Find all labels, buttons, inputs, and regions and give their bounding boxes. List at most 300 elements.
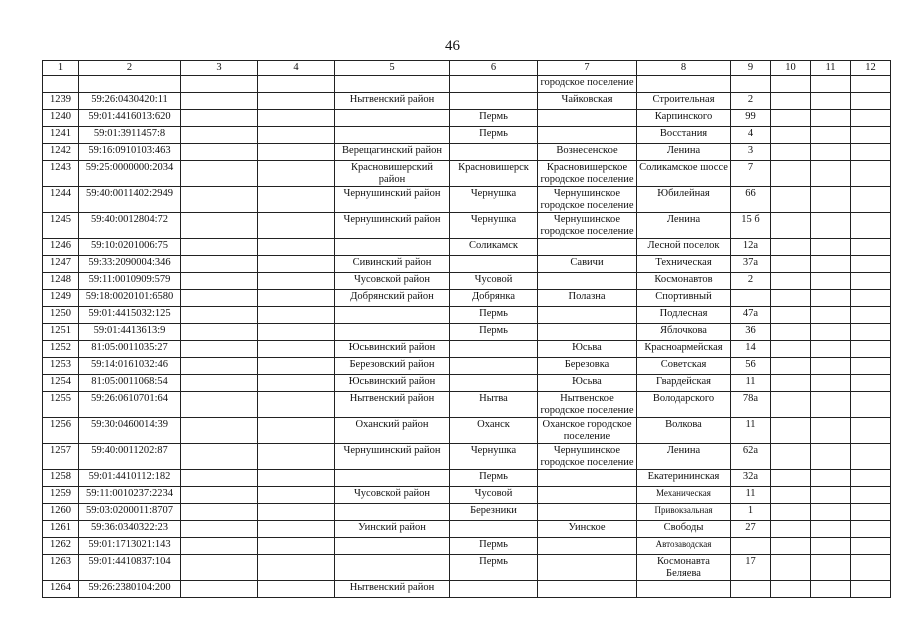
house-number-cell: 15 б [731, 213, 771, 239]
col-4-cell [258, 538, 335, 555]
cadastral-number: 59:26:0610701:64 [79, 392, 181, 418]
city-cell [450, 93, 538, 110]
col-12-cell [851, 324, 891, 341]
district-cell [335, 555, 450, 581]
table-row [43, 187, 891, 213]
col-10-cell [771, 307, 811, 324]
city-cell [450, 581, 538, 598]
house-number-cell: 56 [731, 358, 771, 375]
city-cell: Красновишерск [450, 161, 538, 187]
street-cell: Привокзальная [637, 504, 731, 521]
settlement-cell [538, 307, 637, 324]
city-cell: Чернушка [450, 213, 538, 239]
city-cell [450, 76, 538, 93]
col-3-cell [181, 504, 258, 521]
city-cell: Чусовой [450, 273, 538, 290]
cadastral-number: 59:01:4415032:125 [79, 307, 181, 324]
col-12-cell [851, 93, 891, 110]
col-12-cell [851, 256, 891, 273]
city-cell [450, 375, 538, 392]
col-12-cell [851, 187, 891, 213]
col-10-cell [771, 213, 811, 239]
page-number: 46 [445, 38, 460, 54]
col-12-cell [851, 144, 891, 161]
col-10-cell [771, 341, 811, 358]
col-10-cell [771, 127, 811, 144]
row-number: 1262 [43, 538, 79, 555]
street-cell: Володарского [637, 392, 731, 418]
district-cell [335, 538, 450, 555]
col-3-cell [181, 358, 258, 375]
col-3-cell [181, 521, 258, 538]
col-12-cell [851, 521, 891, 538]
street-cell: Восстания [637, 127, 731, 144]
settlement-cell [538, 239, 637, 256]
col-11-cell [811, 341, 851, 358]
city-cell [450, 341, 538, 358]
street-cell: Техническая [637, 256, 731, 273]
col-10-cell [771, 504, 811, 521]
settlement-cell [538, 504, 637, 521]
city-cell: Пермь [450, 110, 538, 127]
table-row [43, 110, 891, 127]
street-cell [637, 581, 731, 598]
cadastral-number: 59:16:0910103:463 [79, 144, 181, 161]
col-4-cell [258, 555, 335, 581]
col-header-9: 9 [731, 61, 771, 76]
cadastral-number: 59:11:0010909:579 [79, 273, 181, 290]
district-cell [335, 239, 450, 256]
col-4-cell [258, 444, 335, 470]
col-4-cell [258, 307, 335, 324]
col-4-cell [258, 418, 335, 444]
table-row [43, 470, 891, 487]
table-row [43, 161, 891, 187]
table-row [43, 76, 891, 93]
cadastral-number: 59:01:4410112:182 [79, 470, 181, 487]
district-cell: Красновишерский район [335, 161, 450, 187]
district-cell [335, 307, 450, 324]
city-cell: Соликамск [450, 239, 538, 256]
settlement-cell: Уинское [538, 521, 637, 538]
table-body [43, 76, 891, 598]
col-12-cell [851, 127, 891, 144]
col-3-cell [181, 307, 258, 324]
settlement-cell: Нытвенское городское поселение [538, 392, 637, 418]
table-row [43, 538, 891, 555]
district-cell [335, 127, 450, 144]
col-4-cell [258, 375, 335, 392]
col-3-cell [181, 127, 258, 144]
row-number: 1248 [43, 273, 79, 290]
city-cell [450, 256, 538, 273]
col-header-12: 12 [851, 61, 891, 76]
house-number-cell: 1 [731, 504, 771, 521]
street-cell: Автозаводская [637, 538, 731, 555]
col-10-cell [771, 93, 811, 110]
col-4-cell [258, 324, 335, 341]
city-cell: Нытва [450, 392, 538, 418]
col-3-cell [181, 555, 258, 581]
street-cell: Космонавта Беляева [637, 555, 731, 581]
settlement-cell: Юсьва [538, 341, 637, 358]
table-row [43, 375, 891, 392]
col-3-cell [181, 213, 258, 239]
house-number-cell: 12а [731, 239, 771, 256]
col-3-cell [181, 581, 258, 598]
col-header-4: 4 [258, 61, 335, 76]
col-12-cell [851, 375, 891, 392]
house-number-cell: 4 [731, 127, 771, 144]
col-10-cell [771, 76, 811, 93]
district-cell: Чернушинский район [335, 213, 450, 239]
col-10-cell [771, 144, 811, 161]
table-row [43, 239, 891, 256]
settlement-cell [538, 581, 637, 598]
col-10-cell [771, 470, 811, 487]
table-row [43, 93, 891, 110]
city-cell [450, 358, 538, 375]
settlement-cell [538, 273, 637, 290]
col-11-cell [811, 307, 851, 324]
col-12-cell [851, 444, 891, 470]
col-10-cell [771, 375, 811, 392]
settlement-cell [538, 538, 637, 555]
settlement-cell: Красновишерское городское поселение [538, 161, 637, 187]
district-cell: Юсьвинский район [335, 341, 450, 358]
house-number-cell: 47а [731, 307, 771, 324]
cadastral-number: 59:36:0340322:23 [79, 521, 181, 538]
row-number: 1240 [43, 110, 79, 127]
house-number-cell: 78а [731, 392, 771, 418]
col-3-cell [181, 392, 258, 418]
settlement-cell: Оханское городское поселение [538, 418, 637, 444]
settlement-cell: Юсьва [538, 375, 637, 392]
col-3-cell [181, 256, 258, 273]
col-3-cell [181, 470, 258, 487]
col-12-cell [851, 487, 891, 504]
row-number: 1244 [43, 187, 79, 213]
cadastral-number: 59:40:0012804:72 [79, 213, 181, 239]
col-3-cell [181, 110, 258, 127]
street-cell: Екатерининская [637, 470, 731, 487]
cadastral-number: 59:11:0010237:2234 [79, 487, 181, 504]
street-cell: Механическая [637, 487, 731, 504]
district-cell [335, 470, 450, 487]
row-number: 1242 [43, 144, 79, 161]
col-12-cell [851, 161, 891, 187]
col-4-cell [258, 239, 335, 256]
col-4-cell [258, 273, 335, 290]
row-number [43, 76, 79, 93]
city-cell [450, 144, 538, 161]
cadastral-number: 59:26:0430420:11 [79, 93, 181, 110]
district-cell [335, 110, 450, 127]
street-cell: Космонавтов [637, 273, 731, 290]
col-4-cell [258, 341, 335, 358]
col-11-cell [811, 392, 851, 418]
col-11-cell [811, 444, 851, 470]
table-row [43, 444, 891, 470]
col-header-6: 6 [450, 61, 538, 76]
street-cell [637, 76, 731, 93]
col-10-cell [771, 358, 811, 375]
street-cell: Подлесная [637, 307, 731, 324]
district-cell: Чернушинский район [335, 444, 450, 470]
col-header-11: 11 [811, 61, 851, 76]
col-12-cell [851, 307, 891, 324]
street-cell: Ленина [637, 213, 731, 239]
house-number-cell: 17 [731, 555, 771, 581]
house-number-cell: 32а [731, 470, 771, 487]
col-4-cell [258, 110, 335, 127]
col-3-cell [181, 239, 258, 256]
district-cell: Нытвенский район [335, 392, 450, 418]
house-number-cell: 37а [731, 256, 771, 273]
col-3-cell [181, 144, 258, 161]
settlement-cell: городское поселение [538, 76, 637, 93]
col-3-cell [181, 487, 258, 504]
row-number: 1247 [43, 256, 79, 273]
row-number: 1252 [43, 341, 79, 358]
house-number-cell: 2 [731, 273, 771, 290]
house-number-cell [731, 290, 771, 307]
col-3-cell [181, 418, 258, 444]
district-cell: Добрянский район [335, 290, 450, 307]
house-number-cell: 14 [731, 341, 771, 358]
street-cell: Соликамское шоссе [637, 161, 731, 187]
col-11-cell [811, 555, 851, 581]
settlement-cell: Чернушинское городское поселение [538, 444, 637, 470]
settlement-cell: Савичи [538, 256, 637, 273]
col-11-cell [811, 144, 851, 161]
row-number: 1246 [43, 239, 79, 256]
district-cell [335, 504, 450, 521]
col-12-cell [851, 341, 891, 358]
table-row [43, 392, 891, 418]
district-cell: Березовский район [335, 358, 450, 375]
col-4-cell [258, 358, 335, 375]
col-3-cell [181, 341, 258, 358]
district-cell: Сивинский район [335, 256, 450, 273]
col-10-cell [771, 110, 811, 127]
city-cell: Чернушка [450, 187, 538, 213]
row-number: 1249 [43, 290, 79, 307]
col-11-cell [811, 76, 851, 93]
cadastral-number: 59:26:2380104:200 [79, 581, 181, 598]
cadastral-number [79, 76, 181, 93]
col-10-cell [771, 187, 811, 213]
col-11-cell [811, 504, 851, 521]
table-row [43, 307, 891, 324]
table-row [43, 487, 891, 504]
row-number: 1239 [43, 93, 79, 110]
col-11-cell [811, 161, 851, 187]
col-10-cell [771, 324, 811, 341]
street-cell: Гвардейская [637, 375, 731, 392]
house-number-cell: 2 [731, 93, 771, 110]
house-number-cell: 66 [731, 187, 771, 213]
settlement-cell [538, 555, 637, 581]
col-11-cell [811, 358, 851, 375]
col-3-cell [181, 290, 258, 307]
city-cell: Пермь [450, 127, 538, 144]
table-row [43, 418, 891, 444]
settlement-cell [538, 110, 637, 127]
table-row [43, 290, 891, 307]
row-number: 1253 [43, 358, 79, 375]
city-cell: Пермь [450, 555, 538, 581]
col-10-cell [771, 392, 811, 418]
row-number: 1254 [43, 375, 79, 392]
col-3-cell [181, 444, 258, 470]
col-header-10: 10 [771, 61, 811, 76]
col-3-cell [181, 273, 258, 290]
row-number: 1243 [43, 161, 79, 187]
house-number-cell: 62а [731, 444, 771, 470]
row-number: 1251 [43, 324, 79, 341]
house-number-cell: 11 [731, 375, 771, 392]
col-header-8: 8 [637, 61, 731, 76]
row-number: 1260 [43, 504, 79, 521]
street-cell: Юбилейная [637, 187, 731, 213]
col-12-cell [851, 392, 891, 418]
header-row [43, 61, 891, 76]
city-cell: Пермь [450, 470, 538, 487]
col-12-cell [851, 213, 891, 239]
col-4-cell [258, 256, 335, 273]
table-row [43, 273, 891, 290]
col-4-cell [258, 521, 335, 538]
col-10-cell [771, 273, 811, 290]
settlement-cell: Березовка [538, 358, 637, 375]
col-12-cell [851, 76, 891, 93]
table-row [43, 358, 891, 375]
settlement-cell: Вознесенское [538, 144, 637, 161]
row-number: 1261 [43, 521, 79, 538]
district-cell: Нытвенский район [335, 581, 450, 598]
col-10-cell [771, 444, 811, 470]
col-11-cell [811, 521, 851, 538]
street-cell: Красноармейская [637, 341, 731, 358]
district-cell: Уинский район [335, 521, 450, 538]
col-11-cell [811, 418, 851, 444]
col-3-cell [181, 161, 258, 187]
district-cell: Оханский район [335, 418, 450, 444]
street-cell: Карпинского [637, 110, 731, 127]
col-11-cell [811, 375, 851, 392]
col-4-cell [258, 392, 335, 418]
col-11-cell [811, 324, 851, 341]
cadastral-number: 59:03:0200011:8707 [79, 504, 181, 521]
settlement-cell: Чайковская [538, 93, 637, 110]
settlement-cell [538, 487, 637, 504]
house-number-cell: 11 [731, 418, 771, 444]
cadastral-number: 59:01:3911457:8 [79, 127, 181, 144]
col-4-cell [258, 76, 335, 93]
cadastral-number: 81:05:0011068:54 [79, 375, 181, 392]
cadastral-number: 59:33:2090004:346 [79, 256, 181, 273]
col-11-cell [811, 273, 851, 290]
col-header-5: 5 [335, 61, 450, 76]
col-11-cell [811, 239, 851, 256]
settlement-cell: Полазна [538, 290, 637, 307]
city-cell: Березники [450, 504, 538, 521]
col-header-7: 7 [538, 61, 637, 76]
row-number: 1256 [43, 418, 79, 444]
col-12-cell [851, 538, 891, 555]
street-cell: Волкова [637, 418, 731, 444]
col-12-cell [851, 273, 891, 290]
table-row [43, 521, 891, 538]
col-11-cell [811, 93, 851, 110]
col-11-cell [811, 290, 851, 307]
house-number-cell [731, 538, 771, 555]
district-cell: Чусовской район [335, 487, 450, 504]
table-row [43, 324, 891, 341]
col-10-cell [771, 256, 811, 273]
city-cell [450, 521, 538, 538]
street-cell: Свободы [637, 521, 731, 538]
district-cell: Юсьвинский район [335, 375, 450, 392]
col-4-cell [258, 504, 335, 521]
cadastral-number: 59:18:0020101:6580 [79, 290, 181, 307]
cadastral-number: 59:40:0011202:87 [79, 444, 181, 470]
col-4-cell [258, 487, 335, 504]
row-number: 1257 [43, 444, 79, 470]
cadastral-number: 59:01:1713021:143 [79, 538, 181, 555]
house-number-cell: 99 [731, 110, 771, 127]
table-row [43, 144, 891, 161]
registry-table [42, 60, 891, 598]
house-number-cell: 3 [731, 144, 771, 161]
house-number-cell: 11 [731, 487, 771, 504]
street-cell: Советская [637, 358, 731, 375]
house-number-cell: 27 [731, 521, 771, 538]
col-10-cell [771, 290, 811, 307]
col-12-cell [851, 470, 891, 487]
district-cell: Верещагинский район [335, 144, 450, 161]
col-4-cell [258, 290, 335, 307]
col-11-cell [811, 487, 851, 504]
house-number-cell: 36 [731, 324, 771, 341]
house-number-cell: 7 [731, 161, 771, 187]
col-4-cell [258, 213, 335, 239]
col-4-cell [258, 144, 335, 161]
col-header-3: 3 [181, 61, 258, 76]
col-3-cell [181, 375, 258, 392]
col-10-cell [771, 239, 811, 256]
street-cell: Ленина [637, 444, 731, 470]
col-12-cell [851, 239, 891, 256]
row-number: 1263 [43, 555, 79, 581]
col-12-cell [851, 358, 891, 375]
city-cell: Добрянка [450, 290, 538, 307]
table-row [43, 341, 891, 358]
settlement-cell [538, 324, 637, 341]
col-4-cell [258, 127, 335, 144]
row-number: 1259 [43, 487, 79, 504]
city-cell: Пермь [450, 538, 538, 555]
col-3-cell [181, 76, 258, 93]
col-12-cell [851, 504, 891, 521]
col-12-cell [851, 581, 891, 598]
col-4-cell [258, 470, 335, 487]
col-3-cell [181, 93, 258, 110]
col-10-cell [771, 487, 811, 504]
district-cell: Нытвенский район [335, 93, 450, 110]
col-11-cell [811, 213, 851, 239]
